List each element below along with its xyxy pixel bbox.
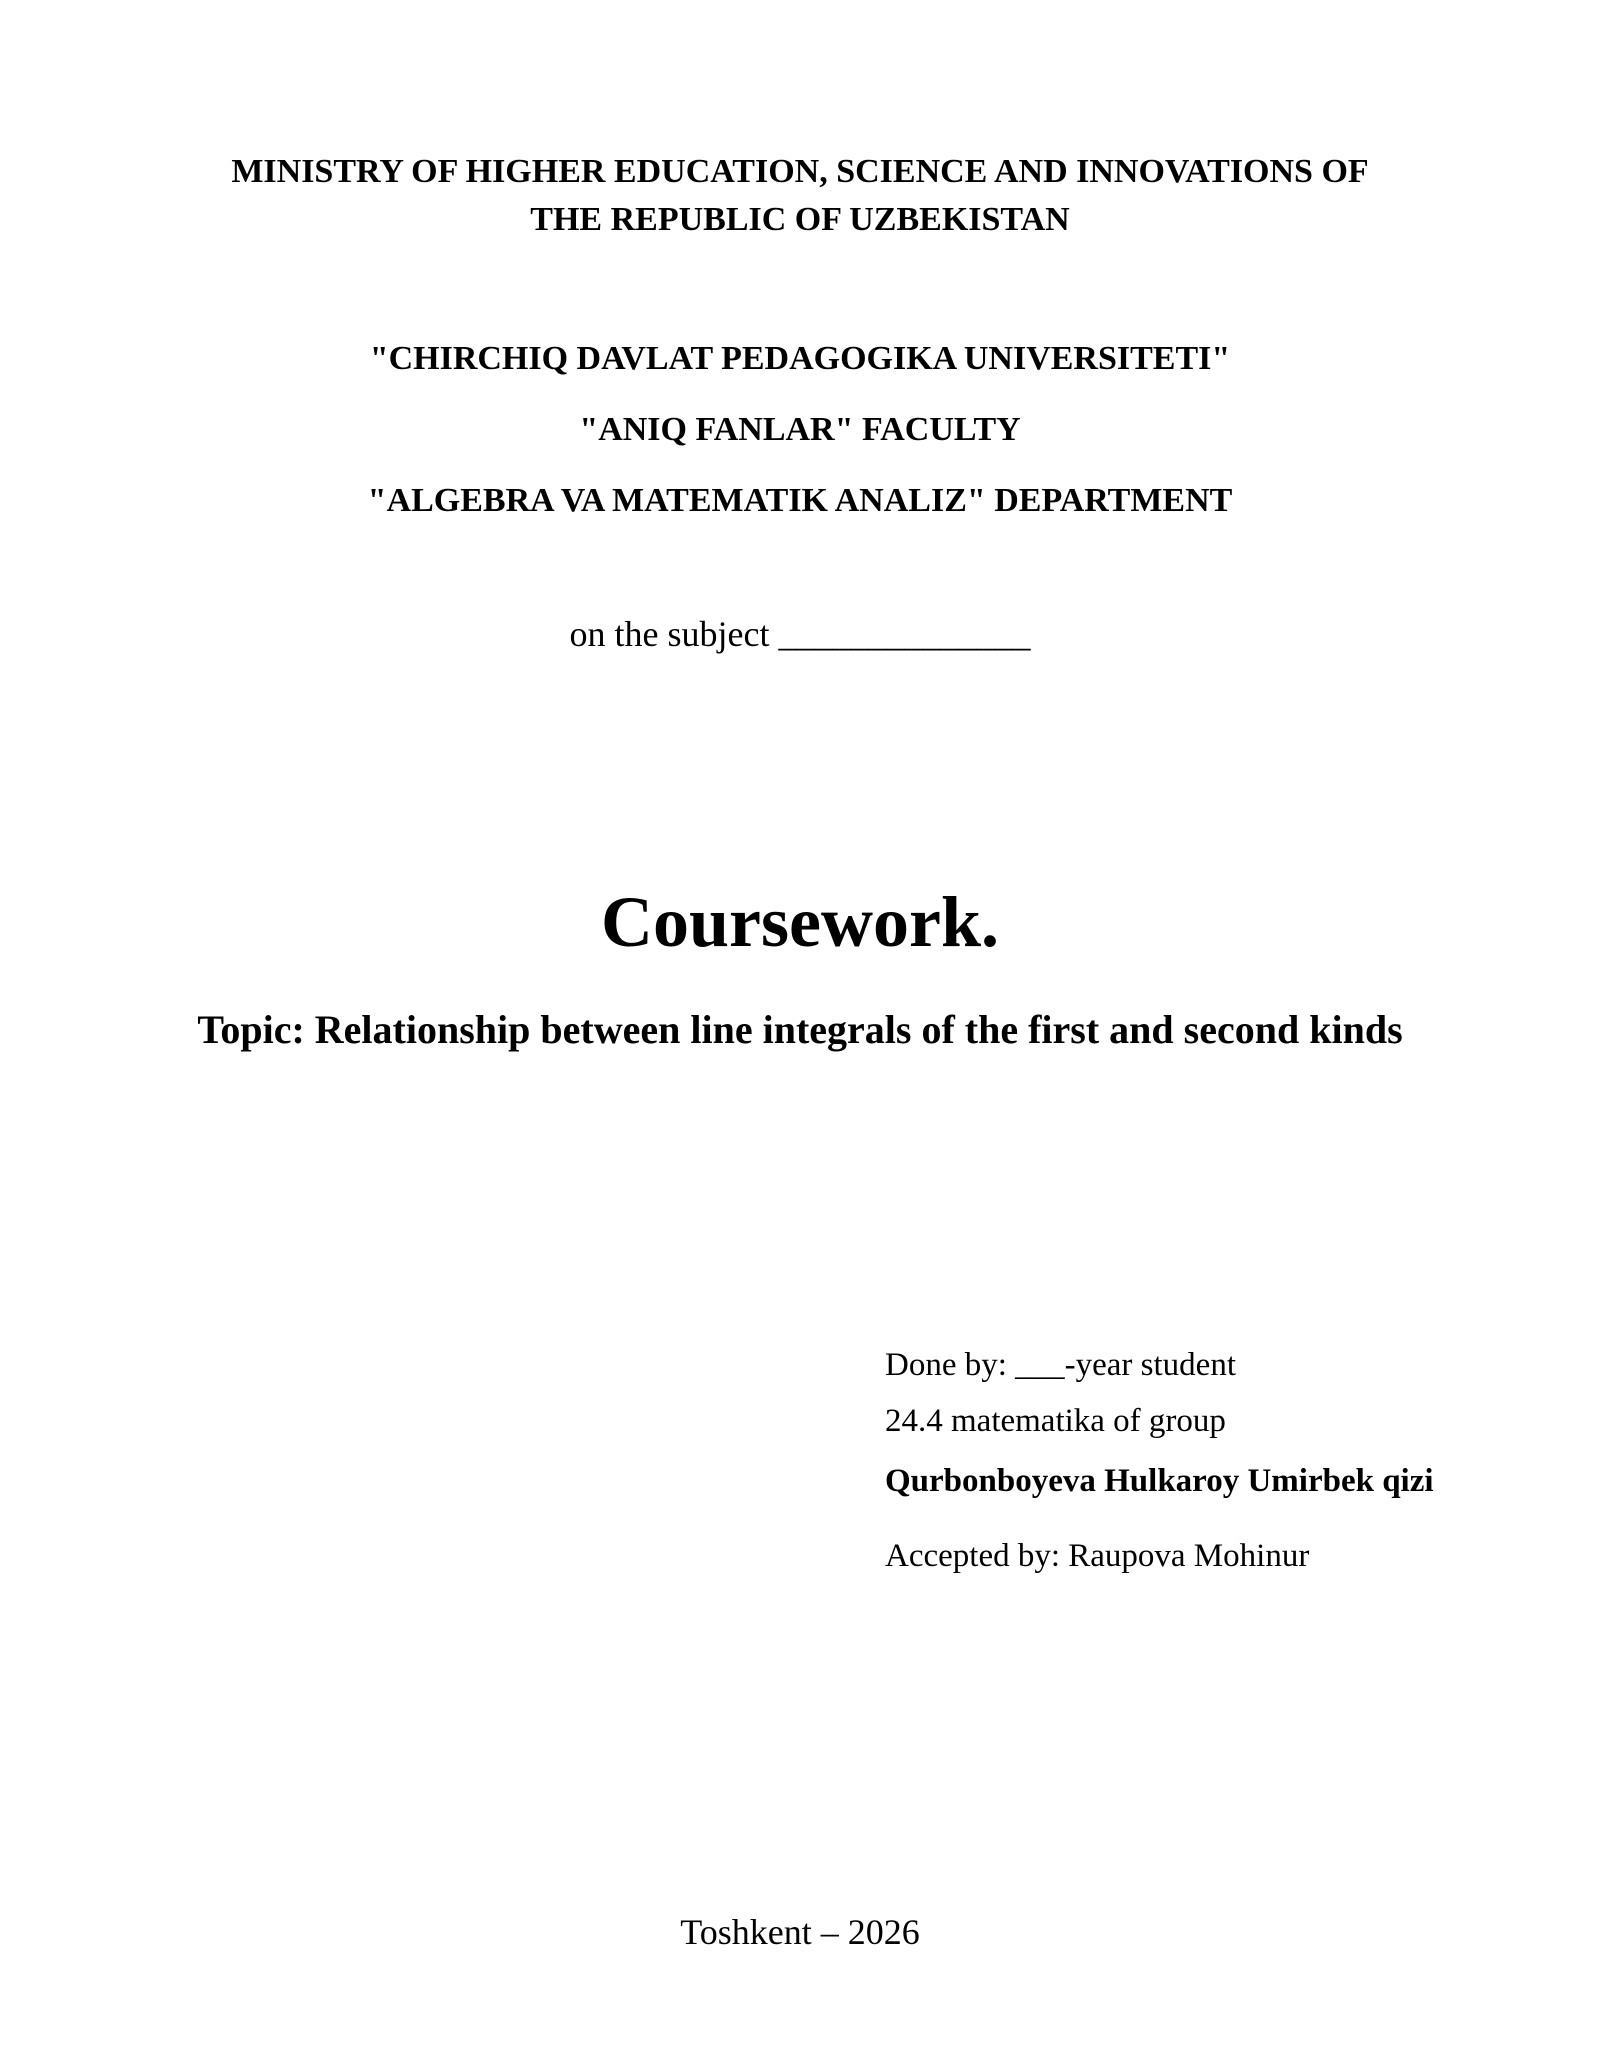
city-year-footer: Toshkent – 2026 [680,1912,920,1952]
topic-line: Topic: Relationship between line integrals of the first and second kinds [197,1007,1403,1052]
document-title: Coursework. [601,882,999,962]
subject-line: on the subject ______________ [569,614,1031,654]
department-name: "ALGEBRA VA MATEMATIK ANALIZ" DEPARTMENT [367,482,1233,519]
group-line: 24.4 matematika of group [885,1403,1226,1439]
accepted-by-line: Accepted by: Raupova Mohinur [885,1538,1310,1574]
ministry-heading-line-1: MINISTRY OF HIGHER EDUCATION, SCIENCE AND INNOVATIONS OF [231,153,1369,190]
university-name: "CHIRCHIQ DAVLAT PEDAGOGIKA UNIVERSITETI" [369,340,1231,377]
student-name: Qurbonboyeva Hulkaroy Umirbek qizi [885,1463,1434,1499]
ministry-heading-line-2: THE REPUBLIC OF UZBEKISTAN [530,201,1070,238]
faculty-name: "ANIQ FANLAR" FACULTY [579,411,1021,448]
done-by-line: Done by: ___-year student [885,1347,1236,1383]
